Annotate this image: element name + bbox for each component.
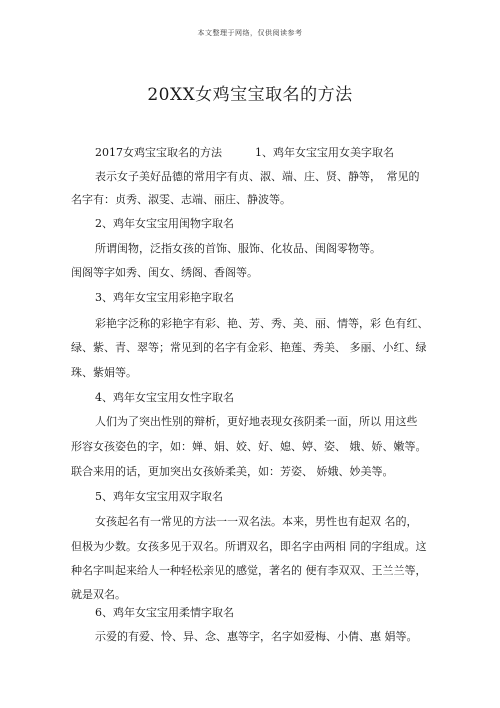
section-heading: 5、鸡年女宝宝用双字取名 bbox=[95, 490, 223, 503]
paragraph-line: 女孩起名有一常见的方法一一双名法。本来，男性也有起双 名的， bbox=[95, 515, 418, 528]
page-title: 20XX女鸡宝宝取名的方法 bbox=[147, 85, 353, 105]
intro-line: 2017女鸡宝宝取名的方法 1、鸡年女宝宝用女美字取名 bbox=[95, 146, 394, 159]
paragraph-line: 绿、紫、青、翠等；常见到的名字有金彩、艳莲、秀美、 多丽、小红、绿 bbox=[71, 341, 427, 354]
paragraph-line: 名字有：贞秀、淑雯、志端、丽庄、静波等。 bbox=[71, 193, 291, 206]
paragraph-line: 表示女子美好品德的常用字有贞、淑、端、庄、贤、静等， 常见的 bbox=[95, 170, 420, 183]
paragraph-line: 闺阁等字如秀、闺女、绣阁、香阁等。 bbox=[71, 266, 258, 279]
paragraph-line: 形容女孩姿色的字，如：婵、娟、姣、好、媳、婷、姿、 娥、娇、嫩等。 bbox=[71, 440, 427, 453]
paragraph-line: 就是双名。 bbox=[71, 588, 126, 601]
section-heading: 2、鸡年女宝宝用闺物字取名 bbox=[95, 217, 234, 230]
header-note: 本文整理于网络，仅供阅读参考 bbox=[197, 29, 303, 37]
paragraph-line: 所谓闺物，泛指女孩的首饰、服饰、化妆品、闺阁零物等。 bbox=[95, 242, 381, 255]
paragraph-line: 联合来用的话，更加突出女孩娇柔美，如：芳姿、 娇娥、妙美等。 bbox=[71, 465, 394, 478]
paragraph-line: 种名字叫起来给人一种轻松亲见的感觉，著名的 便有李双双、王兰兰等， bbox=[71, 564, 427, 577]
paragraph-line: 示爱的有爱、怜、异、念、惠等字，名字如爱梅、小倩、惠 娟等。 bbox=[95, 630, 418, 643]
paragraph-line: 但极为少数。女孩多见于双名。所谓双名，即名字由两相 同的字组成。这 bbox=[71, 540, 427, 553]
section-heading: 4、鸡年女宝宝用女性字取名 bbox=[95, 391, 234, 404]
section-heading: 6、鸡年女宝宝用柔情字取名 bbox=[95, 606, 234, 619]
paragraph-line: 珠、紫娟等。 bbox=[71, 366, 137, 379]
paragraph-line: 人们为了突出性别的辩析，更好地表现女孩阴柔一面，所以 用这些 bbox=[95, 415, 418, 428]
section-heading: 3、鸡年女宝宝用彩艳字取名 bbox=[95, 291, 234, 304]
paragraph-line: 彩艳字泛称的彩艳字有彩、艳、芳、秀、美、丽、情等，彩 色有红、 bbox=[95, 317, 429, 330]
